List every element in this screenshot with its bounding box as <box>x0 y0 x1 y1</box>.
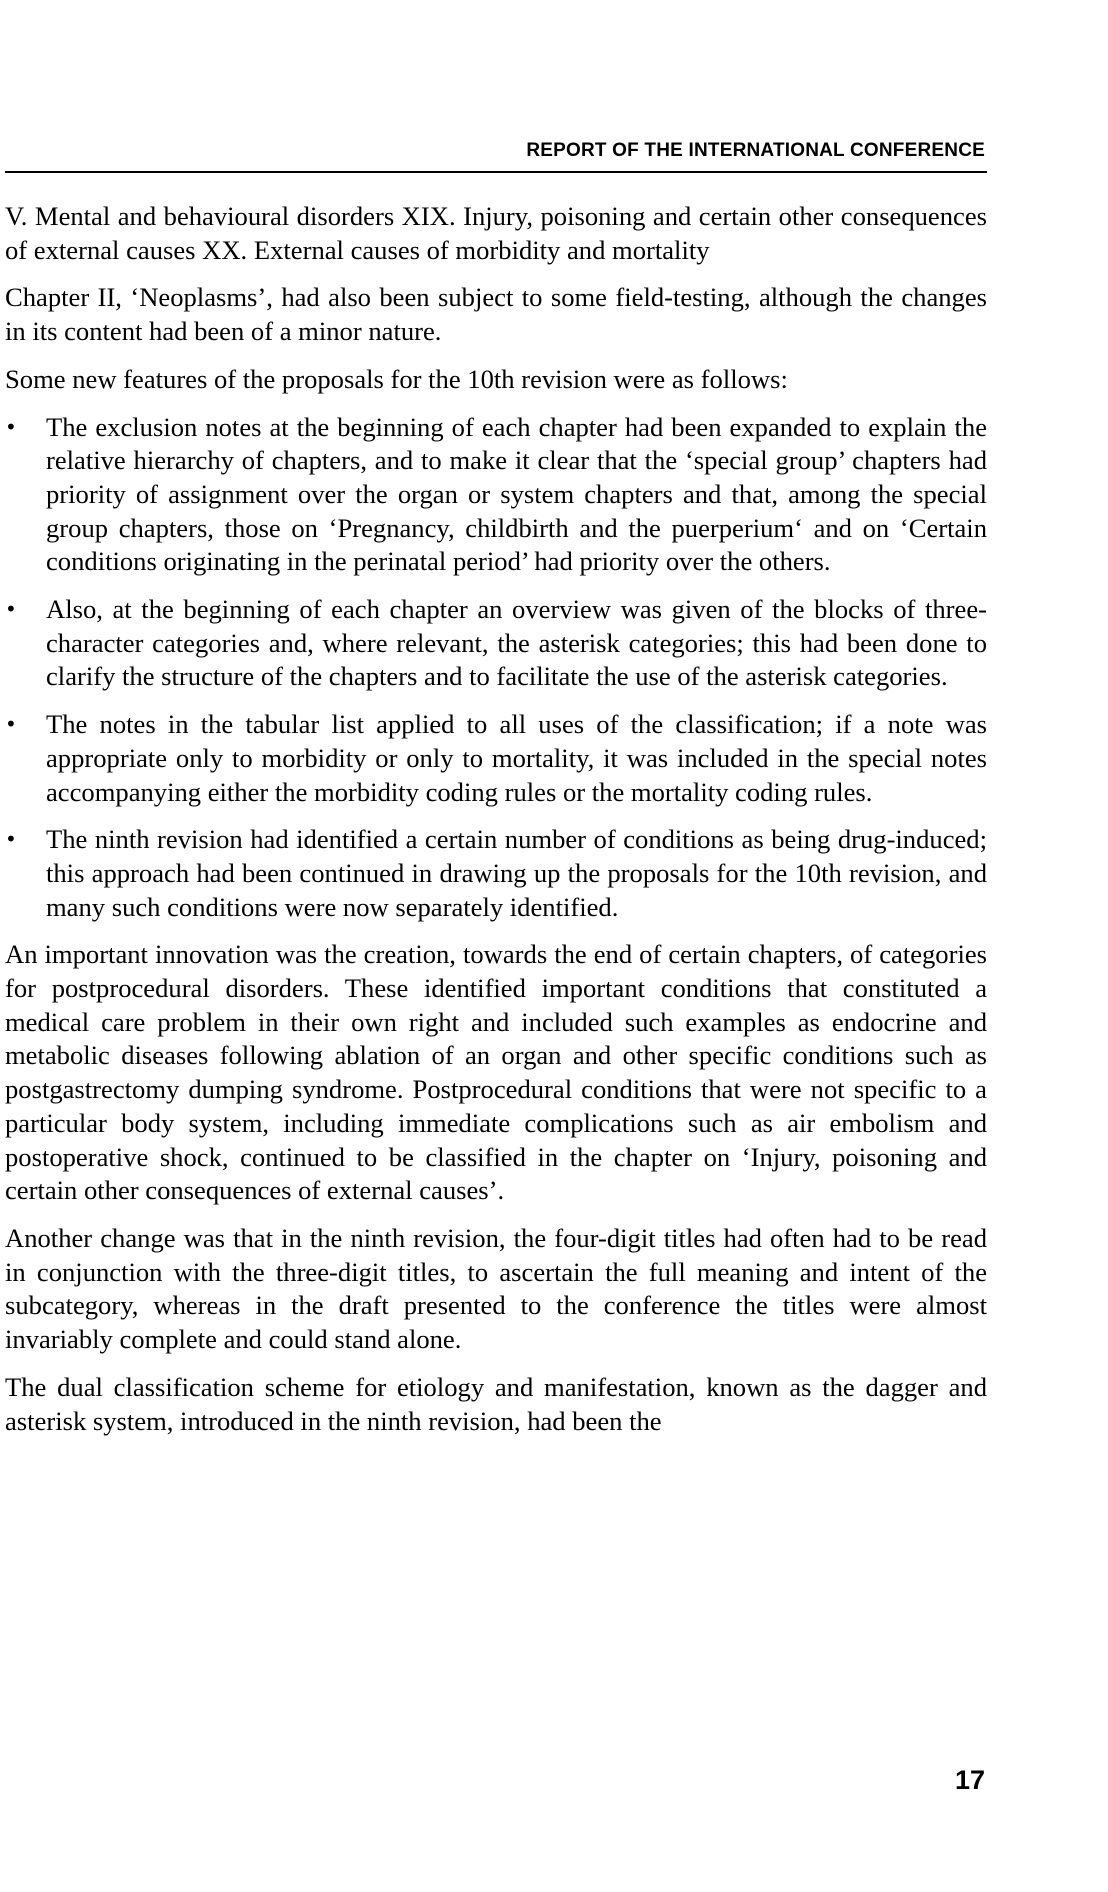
paragraph-dual-classification: The dual classification scheme for etiology and manifestation, known as the dagger and asterisk system, introduced in the ninth revision, had been the <box>5 1371 987 1436</box>
bullet-item <box>5 411 987 580</box>
paragraph-chapter-list-continuation: V. Mental and behavioural disorders XIX. Injury, poisoning and certain other consequences of external causes XX. External causes of morbidity and mortality <box>5 201 987 265</box>
bullet-text: The notes in the tabular list applied to all uses of the classification; if a note was appropriate only to morbidity or only to mortality, it was included in the special notes accompanying either the morbidity coding rules or the mortality coding rules. <box>46 709 987 807</box>
running-header <box>5 137 987 173</box>
running-header-title: REPORT OF THE INTERNATIONAL CONFERENCE <box>526 140 985 161</box>
page-number: 17 <box>954 1765 985 1795</box>
bullet-icon: • <box>5 414 17 439</box>
paragraph-postprocedural-innovation: An important innovation was the creation, towards the end of certain chapters, of categories for postprocedural disorders. These identified important conditions that constituted a medical care problem in their own right and included such examples as endocrine and metabolic diseases following ablation of an organ and other specific conditions such as postgastrectomy dumping syndrome. Postprocedural conditions that were not specific to a particular body system, including immediate complications such as air embolism and postoperative shock, continued to be classified in the chapter on ‘Injury, poisoning and certain other consequences of external causes’. <box>5 939 987 1206</box>
paragraph-neoplasms: Chapter II, ‘Neoplasms’, had also been subject to some field-testing, although the changes in its content had been of a minor nature. <box>5 282 987 347</box>
bullet-item <box>5 708 987 809</box>
features-bullet-list <box>5 411 987 925</box>
paragraph-four-digit-titles: Another change was that in the ninth revision, the four-digit titles had often had to be read in conjunction with the three-digit titles, to ascertain the full meaning and intent of the subcategory, whereas in the draft presented to the conference the titles were almost invariably complete and could stand alone. <box>5 1222 987 1355</box>
paragraph-features-intro: Some new features of the proposals for the 10th revision were as follows: <box>5 363 788 394</box>
bullet-text: The exclusion notes at the beginning of each chapter had been expanded to explain the relative hierarchy of chapters, and to make it clear that the ‘special group’ chapters had priority of assignment over the organ or system chapters and that, among the special group chapters, those on ‘Pregnancy, childbirth and the puerperium‘ and on ‘Certain conditions originating in the perinatal period’ had priority over the others. <box>46 411 987 577</box>
bullet-item <box>5 593 987 694</box>
bullet-icon: • <box>5 827 17 852</box>
bullet-text: The ninth revision had identified a certain number of conditions as being drug-induced; this approach had been continued in drawing up the proposals for the 10th revision, and many such conditions were now separately identified. <box>46 824 987 922</box>
bullet-icon: • <box>5 712 17 737</box>
bullet-icon: • <box>5 597 17 622</box>
bullet-item <box>5 823 987 924</box>
body-text <box>5 200 987 1452</box>
bullet-text: Also, at the beginning of each chapter an overview was given of the blocks of three-character categories and, where relevant, the asterisk categories; this had been done to clarify the structure of the chapters and to facilitate the use of the asterisk categories. <box>46 594 987 692</box>
